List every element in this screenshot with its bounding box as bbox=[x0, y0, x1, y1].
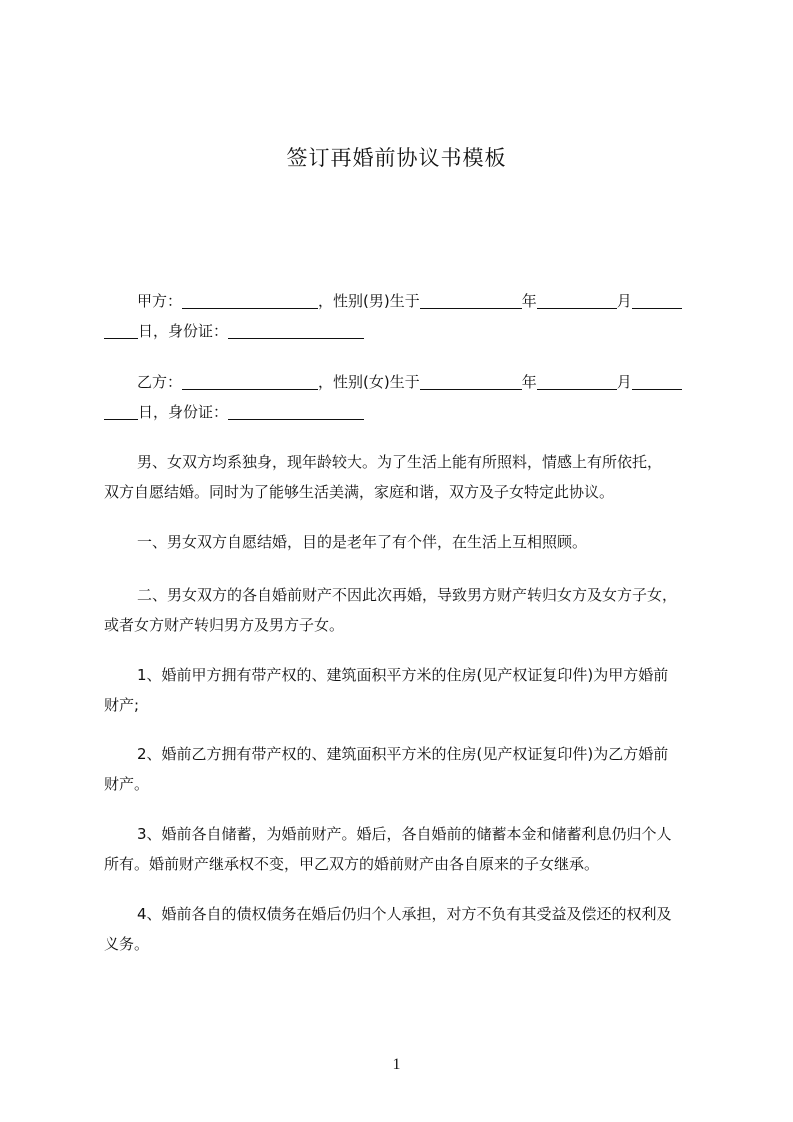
party-b-label: 乙方： bbox=[137, 373, 183, 391]
party-a-id-blank bbox=[228, 321, 364, 339]
party-a-month-label: 月 bbox=[616, 292, 632, 310]
party-a-label: 甲方： bbox=[137, 292, 183, 310]
party-a-year-label: 年 bbox=[521, 292, 537, 310]
party-b-day-blank-end bbox=[104, 402, 138, 420]
item-2-line-1: 2、婚前乙方拥有带产权的、建筑面积平方米的住房(见产权证复印件)为乙方婚前 bbox=[137, 745, 669, 763]
intro-line-1: 男、女双方均系独身，现年龄较大。为了生活上能有所照料，情感上有所依托， bbox=[137, 453, 663, 471]
party-b-day-blank-start bbox=[632, 372, 682, 390]
item-3-line-2: 所有。婚前财产继承权不变，甲乙双方的婚前财产由各自原来的子女继承。 bbox=[104, 855, 600, 873]
party-b-section bbox=[104, 367, 709, 427]
document-title: 签订再婚前协议书模板 bbox=[286, 146, 507, 170]
clause-1-paragraph bbox=[104, 527, 709, 557]
party-b-name-blank bbox=[182, 372, 318, 390]
item-1-line-1: 1、婚前甲方拥有带产权的、建筑面积平方米的住房(见产权证复印件)为甲方婚前 bbox=[137, 666, 669, 684]
item-2-paragraph bbox=[104, 739, 709, 799]
party-a-line-2 bbox=[104, 316, 709, 346]
party-b-year-blank bbox=[420, 372, 522, 390]
intro-line-2: 双方自愿结婚。同时为了能够生活美满，家庭和谐，双方及子女特定此协议。 bbox=[104, 483, 615, 501]
party-b-month-label: 月 bbox=[616, 373, 632, 391]
clause-2-line-2: 或者女方财产转归男方及男方子女。 bbox=[104, 616, 345, 634]
party-b-month-blank bbox=[537, 372, 617, 390]
item-4-paragraph bbox=[104, 899, 709, 959]
party-a-gender-text: ，性别(男)生于 bbox=[318, 292, 420, 310]
item-1-paragraph bbox=[104, 660, 709, 720]
party-b-line-1 bbox=[104, 367, 709, 397]
party-a-name-blank bbox=[182, 291, 318, 309]
clause-2-line-1: 二、男女双方的各自婚前财产不因此次再婚，导致男方财产转归女方及女方子女， bbox=[137, 586, 678, 604]
party-b-gender-text: ，性别(女)生于 bbox=[318, 373, 420, 391]
page-number: 1 bbox=[392, 1056, 401, 1073]
party-a-section bbox=[104, 286, 709, 346]
item-3-line-1: 3、婚前各自储蓄，为婚前财产。婚后，各自婚前的储蓄本金和储蓄利息仍归个人 bbox=[137, 825, 672, 843]
item-2-line-2: 财产。 bbox=[104, 775, 150, 793]
item-3-paragraph bbox=[104, 819, 709, 879]
item-1-line-2: 财产; bbox=[104, 696, 140, 714]
party-a-day-blank-start bbox=[632, 291, 682, 309]
party-b-id-blank bbox=[228, 402, 364, 420]
party-b-day-label: 日，身份证： bbox=[138, 403, 229, 421]
item-4-line-2: 义务。 bbox=[104, 935, 150, 953]
party-a-line-1 bbox=[104, 286, 709, 316]
party-a-month-blank bbox=[537, 291, 617, 309]
clause-2-paragraph bbox=[104, 580, 709, 640]
clause-1-line-1: 一、男女双方自愿结婚，目的是老年了有个伴，在生活上互相照顾。 bbox=[137, 533, 588, 551]
intro-paragraph bbox=[104, 447, 709, 507]
party-a-year-blank bbox=[420, 291, 522, 309]
party-b-year-label: 年 bbox=[521, 373, 537, 391]
party-b-line-2 bbox=[104, 397, 709, 427]
party-a-day-label: 日，身份证： bbox=[138, 322, 229, 340]
party-a-day-blank-end bbox=[104, 321, 138, 339]
item-4-line-1: 4、婚前各自的债权债务在婚后仍归个人承担，对方不负有其受益及偿还的权利及 bbox=[137, 905, 672, 923]
